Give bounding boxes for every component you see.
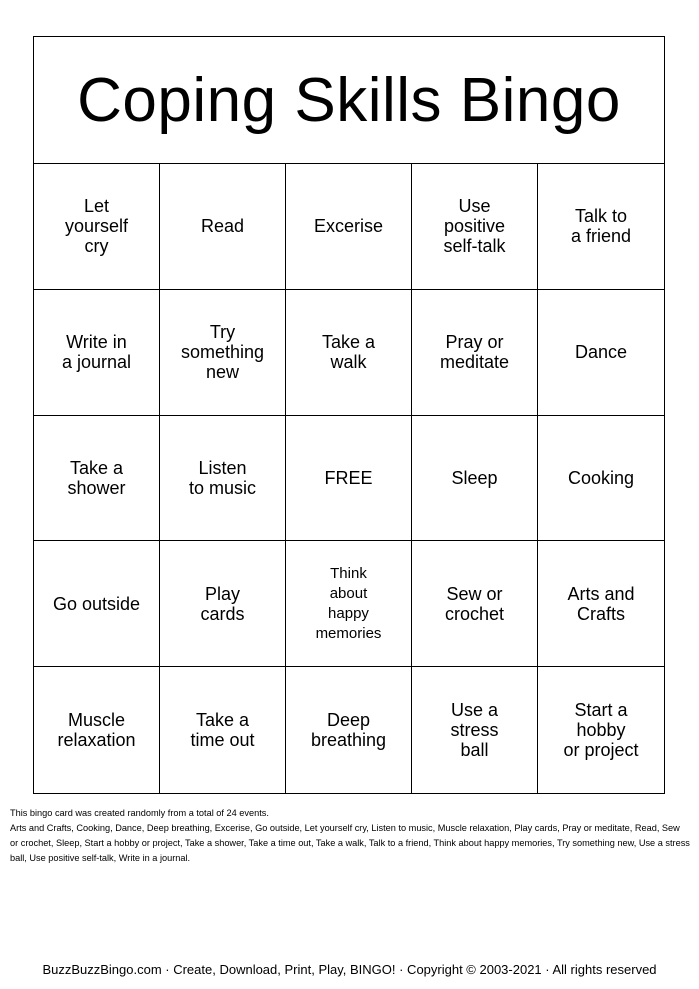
bingo-cell: Talk to a friend xyxy=(538,164,664,290)
bingo-cell: Go outside xyxy=(34,541,160,667)
bingo-cell: Start a hobby or project xyxy=(563,700,639,761)
bingo-cell: Muscle relaxation xyxy=(34,667,160,793)
generation-note xyxy=(10,806,690,866)
bingo-cell: Let yourself cry xyxy=(34,164,160,290)
bingo-cell: Try something new xyxy=(160,290,286,416)
bingo-cell: Use positive self-talk xyxy=(412,164,538,290)
bingo-cell: Arts and Crafts xyxy=(538,541,664,667)
bingo-cell: Sleep xyxy=(412,416,538,542)
bingo-cell: Take a walk xyxy=(286,290,412,416)
note-intro: This bingo card was created randomly from a total of 24 events. xyxy=(10,808,269,818)
bingo-cell: Read xyxy=(160,164,286,290)
bingo-cell: Pray or meditate xyxy=(412,290,538,416)
free-space-cell: FREE xyxy=(286,416,412,542)
bingo-cell: Cooking xyxy=(538,416,664,542)
bingo-cell: Think about happy memories xyxy=(286,541,412,667)
bingo-cell: Use a stress ball xyxy=(412,667,538,793)
card-title: Coping Skills Bingo xyxy=(34,37,664,164)
bingo-grid xyxy=(34,164,664,793)
bingo-cell: Sew or crochet xyxy=(412,541,538,667)
bingo-cell: Excerise xyxy=(286,164,412,290)
bingo-card xyxy=(33,36,665,794)
bingo-cell: Take a shower xyxy=(34,416,160,542)
bingo-cell: Dance xyxy=(538,290,664,416)
event-list: Arts and Crafts, Cooking, Dance, Deep breathing, Excerise, Go outside, Let yourself cry, Listen to music, Muscle relaxation, Play cards, Pray or meditate, Read, Sew or crochet, Sleep, Start a hobby or project, Take a shower, Take a time out, Take a walk, Talk to a friend, Think about happy memories, Try something new, Use a stress ball, Use positive self-talk, Write in a journal. xyxy=(10,823,690,863)
bingo-cell: Deep breathing xyxy=(286,667,412,793)
bingo-cell: Listen to music xyxy=(160,416,286,542)
bingo-cell: Write in a journal xyxy=(34,290,160,416)
site-footer: BuzzBuzzBingo.com · Create, Download, Print, Play, BINGO! · Copyright © 2003-2021 · All rights reserved xyxy=(42,962,657,977)
bingo-cell: Play cards xyxy=(160,541,286,667)
bingo-cell: Take a time out xyxy=(160,667,286,793)
